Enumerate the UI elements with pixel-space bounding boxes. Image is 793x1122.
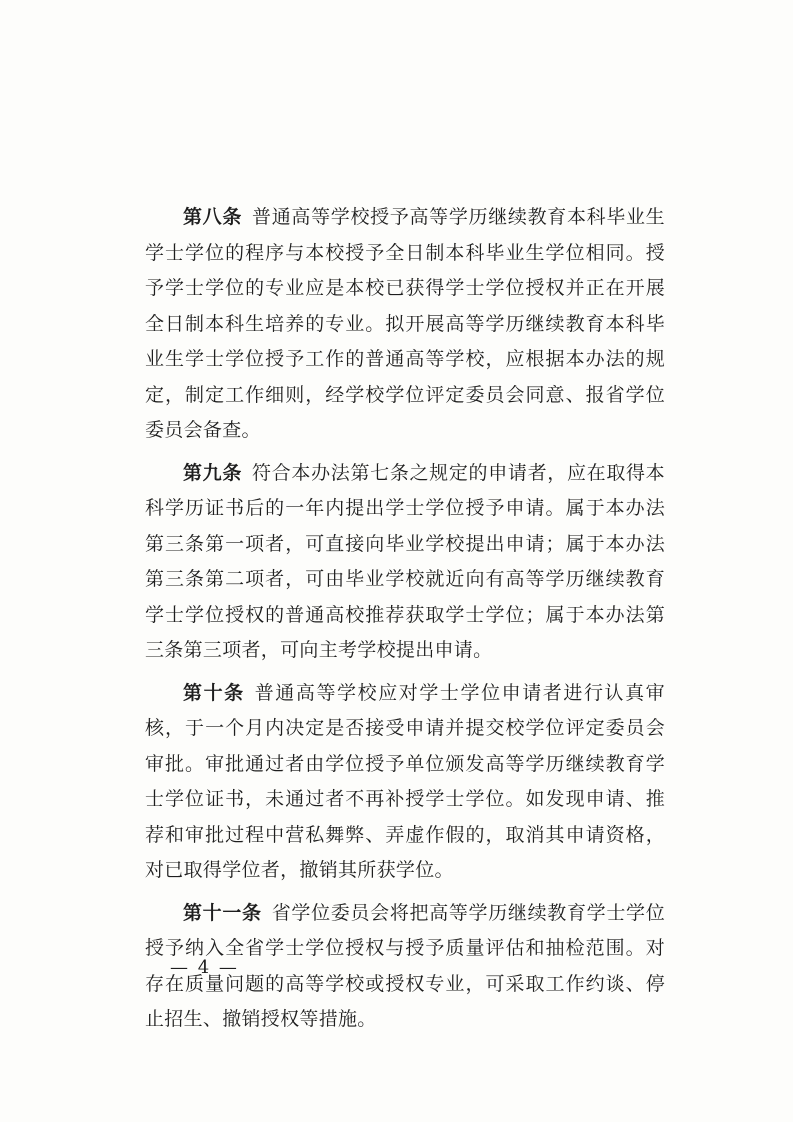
article-label: 第八条 — [183, 206, 243, 228]
article-label: 第九条 — [183, 461, 243, 484]
article-text: 普通高等学校应对学士学位申请者进行认真审核，于一个月内决定是否接受申请并提交校学位评定委员会审批。审批通过者由学位授予单位颁发高等学历继续教育学士学位证书，未通过者不再补授学士学位。如发现申请、推荐和审批过程中营私舞弊、弄虚作假的，取消其申请资格，对已取得学位者，撤销其所获学位。 — [145, 681, 665, 881]
article-text: 普通高等学校授予高等学历继续教育本科毕业生学士学位的程序与本校授予全日制本科毕业生学位相同。授予学士学位的专业应是本校已获得学士学位授权并正在开展全日制本科生培养的专业。拟开展高等学历继续教育本科毕业生学士学位授予工作的普通高等学校，应根据本办法的规定，制定工作细则，经学校学位评定委员会同意、报省学位委员会备查。 — [145, 206, 665, 441]
article-list — [145, 200, 665, 1045]
article-9 — [145, 456, 665, 669]
article-10 — [145, 676, 665, 889]
article-8 — [145, 200, 665, 449]
article-label: 第十一条 — [183, 901, 262, 924]
article-label: 第十条 — [183, 681, 245, 704]
article-text: 符合本办法第七条之规定的申请者，应在取得本科学历证书后的一年内提出学士学位授予申请。属于本办法第三条第一项者，可直接向毕业学校提出申请；属于本办法第三条第二项者，可由毕业学校就近向有高等学历继续教育学士学位授权的普通高校推荐获取学士学位；属于本办法第三条第三项者，可向主考学校提出申请。 — [145, 461, 665, 661]
article-text: 省学位委员会将把高等学历继续教育学士学位授予纳入全省学士学位授权与授予质量评估和抽检范围。对存在质量问题的高等学校或授权专业，可采取工作约谈、停止招生、撤销授权等措施。 — [145, 901, 665, 1030]
page-number: — 4 — — [170, 957, 239, 978]
